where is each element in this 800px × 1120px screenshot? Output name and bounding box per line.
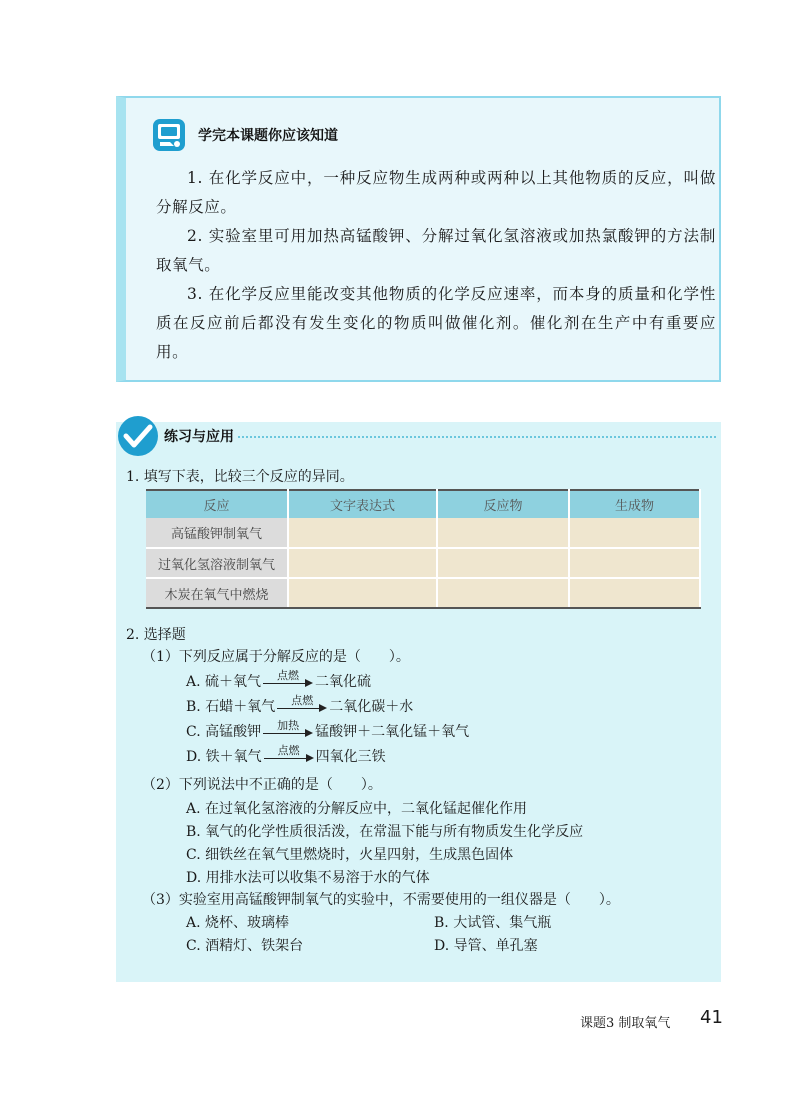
option-left: B. 石蜡＋氧气 <box>186 699 276 715</box>
summary-point-2: 2. 实验室里可用加热高锰酸钾、分解过氧化氢溶液或加热氯酸钾的方法制取氧气。 <box>156 227 716 274</box>
table-row <box>146 518 700 548</box>
question-1: 1. 填写下表，比较三个反应的异同。 <box>126 469 354 485</box>
table-header-cell: 生成物 <box>569 490 700 518</box>
reaction-arrow <box>264 746 314 768</box>
option-3a: A. 烧杯、玻璃棒 <box>186 915 290 931</box>
blank-cell[interactable] <box>437 518 569 548</box>
page-number: 41 <box>700 1007 723 1028</box>
row-label: 高锰酸钾制氧气 <box>146 518 288 548</box>
blank-cell[interactable] <box>288 518 437 548</box>
option-left: D. 铁＋氧气 <box>186 749 262 765</box>
row-label: 木炭在氧气中燃烧 <box>146 578 288 608</box>
option-3c: C. 酒精灯、铁架台 <box>186 938 304 954</box>
option-2b: B. 氧气的化学性质很活泼，在常温下能与所有物质发生化学反应 <box>186 824 584 840</box>
summary-body <box>156 164 716 367</box>
reaction-condition: 加热 <box>277 719 300 732</box>
summary-point-3: 3. 在化学反应里能改变其他物质的化学反应速率，而本身的质量和化学性质在反应前后都没有发生变化的物质叫做催化剂。催化剂在生产中有重要应用。 <box>156 285 716 361</box>
blank-cell[interactable] <box>569 578 700 608</box>
option-left: A. 硫＋氧气 <box>186 674 262 690</box>
table-row <box>146 578 700 608</box>
option-right: 锰酸钾＋二氧化锰＋氧气 <box>315 724 470 740</box>
table-header-cell: 反应 <box>146 490 288 518</box>
table-header-row <box>146 490 700 518</box>
option-3b: B. 大试管、集气瓶 <box>434 915 552 931</box>
option-2a: A. 在过氧化氢溶液的分解反应中，二氧化锰起催化作用 <box>186 801 528 817</box>
question-2: 2. 选择题 <box>126 627 186 643</box>
blank-cell[interactable] <box>288 578 437 608</box>
summary-point-1: 1. 在化学反应中，一种反应物生成两种或两种以上其他物质的反应，叫做分解反应。 <box>156 169 716 216</box>
reaction-condition: 点燃 <box>277 669 300 682</box>
reaction-condition: 点燃 <box>291 694 314 707</box>
table-header-cell: 反应物 <box>437 490 569 518</box>
blank-cell[interactable] <box>288 548 437 578</box>
summary-title: 学完本课题你应该知道 <box>198 128 338 144</box>
practice-header <box>116 414 234 458</box>
option-left: C. 高锰酸钾 <box>186 724 262 740</box>
option-3d: D. 导管、单孔塞 <box>434 938 538 954</box>
option-1d <box>186 746 386 768</box>
table-row <box>146 548 700 578</box>
blank-cell[interactable] <box>569 548 700 578</box>
summary-box <box>116 96 721 382</box>
row-label: 过氧化氢溶液制氧气 <box>146 548 288 578</box>
comparison-table <box>146 489 701 609</box>
option-right: 四氧化三铁 <box>315 749 386 765</box>
option-2c: C. 细铁丝在氧气里燃烧时，火星四射，生成黑色固体 <box>186 847 514 863</box>
sub-question-1: （1）下列反应属于分解反应的是（ ）。 <box>142 649 410 665</box>
option-right: 二氧化硫 <box>315 674 372 690</box>
option-1c <box>186 721 469 743</box>
practice-title: 练习与应用 <box>164 429 234 445</box>
blank-cell[interactable] <box>437 548 569 578</box>
sub-question-2: （2）下列说法中不正确的是（ ）。 <box>142 777 382 793</box>
blank-cell[interactable] <box>569 518 700 548</box>
summary-header <box>152 118 338 152</box>
screen-hand-icon <box>152 118 186 152</box>
option-right: 二氧化碳＋水 <box>329 699 414 715</box>
table-header-cell: 文字表达式 <box>288 490 437 518</box>
chapter-footer: 课题3 制取氧气 <box>580 1016 671 1031</box>
option-2d: D. 用排水法可以收集不易溶于水的气体 <box>186 870 430 886</box>
checkmark-badge-icon <box>116 414 160 458</box>
blank-cell[interactable] <box>437 578 569 608</box>
reaction-condition: 点燃 <box>277 744 300 757</box>
header-dotted-rule <box>238 436 716 438</box>
sub-question-3: （3）实验室用高锰酸钾制氧气的实验中，不需要使用的一组仪器是（ ）。 <box>142 892 620 908</box>
